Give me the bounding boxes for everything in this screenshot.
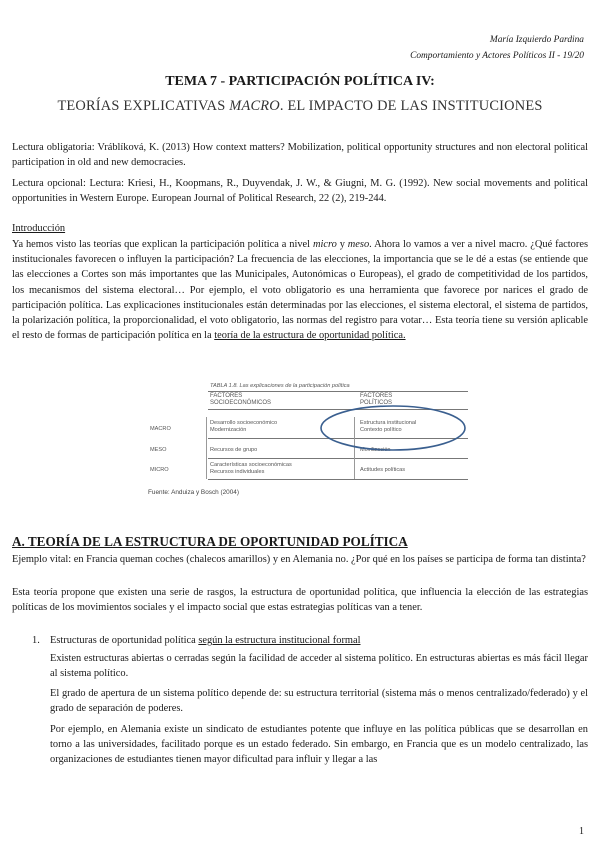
intro-micro: micro [312,239,337,250]
subtitle-italic: MACRO [229,98,280,114]
page-title: TEMA 7 - PARTICIPACIÓN POLÍTICA IV: [165,74,435,89]
reading-optional: Lectura opcional: Lectura: Kriesi, H., Koopmans, R., Duyvendak, J. W., & Giugni, M. G. (1992). New social movements and political opportunities in Western Europe. European Journal of Political Research, 22 (2), 219-244. [12,178,588,205]
intro-meso: meso [347,239,370,250]
row-level-micro: MICRO [150,467,169,473]
intro-text-1: Ya hemos visto las teorías que explican la participación política a nivel [12,239,313,250]
intro-text-2: . Ahora lo vamos a ver a nivel macro. ¿Qué factores institucionales favorecen o influyen la participación? La frecuencia de las elecciones, la importancia que se le dé a estas (se entiende que las elecciones a Cortes son más importantes que las Municipales, Autonómicas o Europeas), el grado de competitividad de los partidos, los mecanismos del sistema electoral… Por ejemplo, el voto obligatorio es una herramienta que favorece por narices el grado de participación política. Las explicaciones institucionales están determinadas por las elecciones, el sistema electoral, el sistema de partidos, la polarización política, la proporcionalidad, el voto obligatorio, las normas del registro para votar… Esta teoría tiene su versión aplicable el resto de formas de participación política en la [12,239,588,342]
cell-text: Características socioeconómicas [210,462,292,468]
header-author: María Izquierdo Pardina [489,35,584,45]
subtitle-post: . EL IMPACTO DE LAS INSTITUCIONES [279,98,543,114]
row-meso-socio: Recursos de grupo [210,447,258,453]
cell-text: Recursos individuales [210,468,265,475]
col1-line1: FACTORES [210,393,243,399]
highlight-ellipse [318,403,468,453]
item-paragraph-1: Existen estructuras abiertas o cerradas según la facilidad de acceder al sistema político. En estructuras abiertas es más fácil llegar al sistema político. [50,653,588,680]
page-subtitle [0,99,600,114]
section-a-example: Ejemplo vital: en Francia queman coches (chalecos amarillos) y en Alemania no. ¿Por qué en los países se participa de forma tan distinta? [12,554,586,565]
figure-caption: TABLA 1.8. Las explicaciones de la participación política [210,383,350,389]
row-level-meso: MESO [150,447,167,453]
col1-line2: SOCIOECONÓMICOS [210,400,272,406]
table-rule [208,391,468,392]
reading-mandatory: Lectura obligatoria: Vráblíková, K. (2013) How context matters? Mobilization, political opportunity structures and non electoral political participation in old and new democracies. [12,142,588,169]
intro-theory-link: teoría de la estructura de oportunidad política. [214,330,406,342]
row-micro-political: Actitudes políticas [360,467,406,473]
col-header-socio [210,393,271,407]
row-micro-socio [210,462,292,475]
figure-source: Fuente: Anduiza y Bosch (2004) [148,489,239,496]
col2-line1: FACTORES [360,393,393,399]
table-divider [206,417,207,479]
participation-table-figure [138,383,470,501]
item-lead: Estructuras de oportunidad política [50,635,199,646]
col2-line2: POLÍTICOS [360,400,393,406]
intro-heading: Introducción [12,223,66,234]
list-item-number: 1. [32,635,40,646]
intro-and: y [336,239,348,250]
section-a-theory: Esta teoría propone que existen una serie de rasgos, la estructura de oportunidad política, que influencia la elección de las estrategias políticas de los movimientos sociales y el impacto social que estas estrategias políticas van a tener. [12,587,588,614]
cell-text: Contexto político [360,426,402,433]
page-number: 1 [579,826,584,837]
item-paragraph-2: El grado de apertura de un sistema político depende de: su estructura territorial (sistema más o menos centralizado/federado) y el grado de separación de poderes. [50,688,588,715]
item-paragraph-3: Por ejemplo, en Alemania existe un sindicato de estudiantes potente que influye en las política públicas que se desarrollan en torno a las universidades, facilitado porque es un estado federado. Sin embargo, en Francia que es un modelo centralizado, las organizaciones de estudiantes tienen mayor dificultad para influir y llegar a las [50,724,588,766]
row-macro-socio [210,420,277,433]
list-item-heading [50,633,588,648]
row-level-macro: MACRO [150,426,171,432]
item-underlined: según la estructura institucional formal [198,635,361,646]
cell-text: Desarrollo socioeconómico [210,420,278,426]
header-course: Comportamiento y Actores Políticos II - 19/20 [410,51,584,61]
cell-text: Modernización [210,426,247,433]
intro-paragraph [12,237,588,343]
highlight-ellipse-shape [321,406,465,450]
section-a-title: A. TEORÍA DE LA ESTRUCTURA DE OPORTUNIDAD POLÍTICA [12,534,408,549]
cell-text: Estructura institucional [360,420,417,426]
table-rule [208,479,468,480]
subtitle-pre: TEORÍAS EXPLICATIVAS [57,98,230,114]
row-meso-political: Movilización [360,447,391,453]
table-rule [208,458,468,459]
